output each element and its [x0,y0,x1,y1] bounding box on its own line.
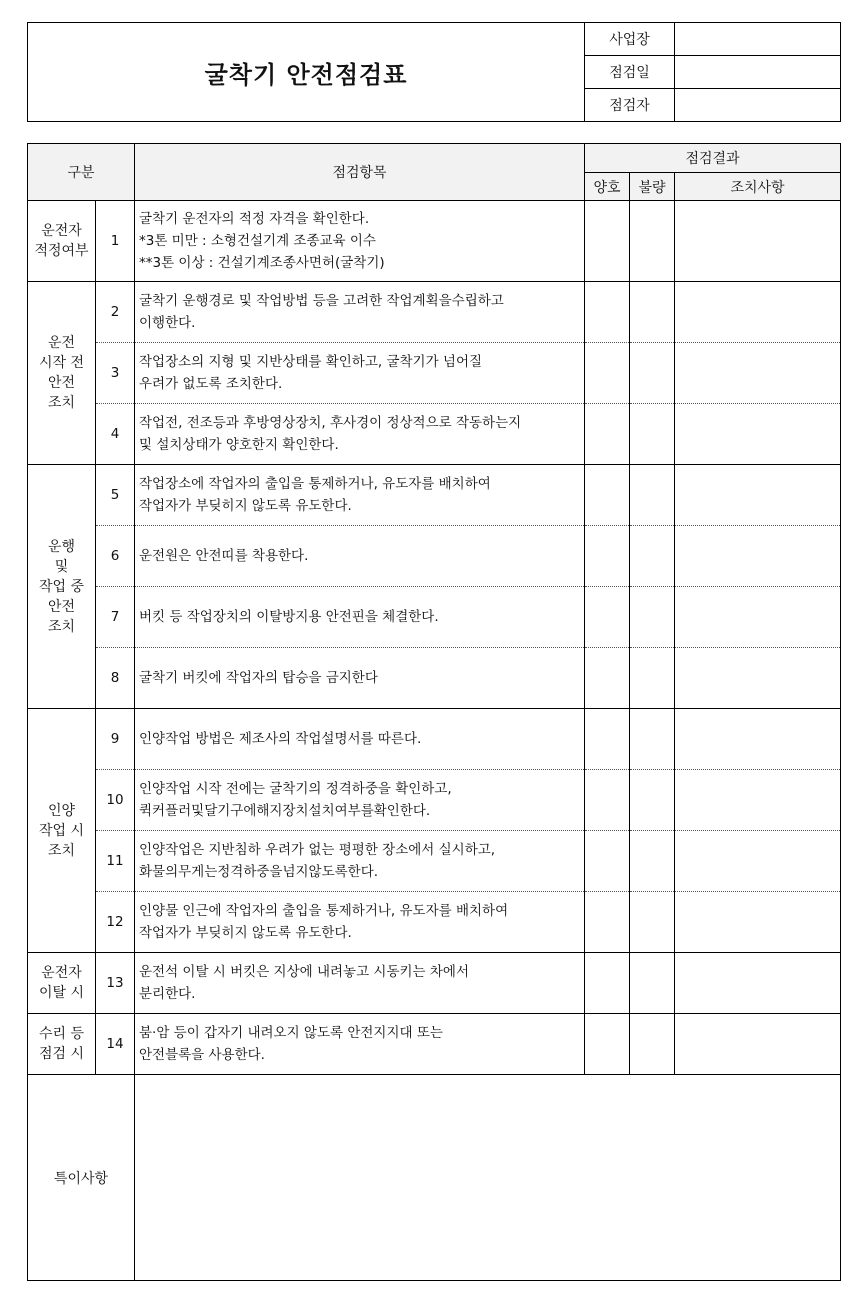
item-number: 14 [96,1014,135,1075]
bad-check-cell[interactable] [630,648,675,709]
inspector-field[interactable] [675,89,841,122]
bad-check-cell[interactable] [630,465,675,526]
category-cell: 운행 및 작업 중 안전 조치 [28,465,96,709]
table-row [28,282,841,343]
good-check-cell[interactable] [585,953,630,1014]
result-header: 점검결과 [585,144,841,173]
good-check-cell[interactable] [585,343,630,404]
table-row [28,953,841,1014]
inspector-label: 점검자 [585,89,675,122]
inspection-date-label: 점검일 [585,56,675,89]
action-cell[interactable] [675,587,841,648]
remarks-field[interactable] [135,1075,841,1281]
remarks-label: 특이사항 [28,1075,135,1281]
bad-check-cell[interactable] [630,831,675,892]
item-text: 운전원은 안전띠를 착용한다. [135,526,585,587]
bad-check-cell[interactable] [630,892,675,953]
item-number: 11 [96,831,135,892]
good-check-cell[interactable] [585,892,630,953]
table-row [28,770,841,831]
item-number: 1 [96,201,135,282]
item-text: 인양작업은 지반침하 우려가 없는 평평한 장소에서 실시하고, 화물의무게는정격하중을넘지않도록한다. [135,831,585,892]
action-cell[interactable] [675,648,841,709]
table-row [28,404,841,465]
action-cell[interactable] [675,709,841,770]
table-row [28,1014,841,1075]
good-check-cell[interactable] [585,1014,630,1075]
good-check-cell[interactable] [585,282,630,343]
category-header: 구분 [28,144,135,201]
action-cell[interactable] [675,1014,841,1075]
bad-header: 불량 [630,173,675,201]
bad-check-cell[interactable] [630,201,675,282]
good-check-cell[interactable] [585,465,630,526]
items-header: 점검항목 [135,144,585,201]
action-cell[interactable] [675,770,841,831]
action-cell[interactable] [675,831,841,892]
category-cell: 운전 시작 전 안전 조치 [28,282,96,465]
action-cell[interactable] [675,404,841,465]
item-text: 작업장소의 지형 및 지반상태를 확인하고, 굴착기가 넘어질 우려가 없도록 조치한다. [135,343,585,404]
item-number: 7 [96,587,135,648]
item-text: 작업전, 전조등과 후방영상장치, 후사경이 정상적으로 작동하는지 및 설치상태가 양호한지 확인한다. [135,404,585,465]
item-number: 4 [96,404,135,465]
item-text: 인양작업 방법은 제조사의 작업설명서를 따른다. [135,709,585,770]
bad-check-cell[interactable] [630,953,675,1014]
table-row [28,465,841,526]
table-row [28,831,841,892]
good-check-cell[interactable] [585,648,630,709]
item-number: 6 [96,526,135,587]
action-cell[interactable] [675,526,841,587]
category-cell: 운전자 적정여부 [28,201,96,282]
bad-check-cell[interactable] [630,770,675,831]
action-header: 조치사항 [675,173,841,201]
bad-check-cell[interactable] [630,282,675,343]
action-cell[interactable] [675,343,841,404]
table-row [28,343,841,404]
bad-check-cell[interactable] [630,587,675,648]
bad-check-cell[interactable] [630,404,675,465]
good-check-cell[interactable] [585,770,630,831]
table-row [28,201,841,282]
item-number: 13 [96,953,135,1014]
table-row [28,892,841,953]
item-number: 2 [96,282,135,343]
good-check-cell[interactable] [585,201,630,282]
table-row [28,709,841,770]
category-cell: 운전자 이탈 시 [28,953,96,1014]
workplace-label: 사업장 [585,23,675,56]
item-number: 9 [96,709,135,770]
item-number: 5 [96,465,135,526]
table-row [28,648,841,709]
category-cell: 수리 등 점검 시 [28,1014,96,1075]
page-title: 굴착기 안전점검표 [28,23,585,122]
workplace-field[interactable] [675,23,841,56]
bad-check-cell[interactable] [630,1014,675,1075]
bad-check-cell[interactable] [630,526,675,587]
item-number: 3 [96,343,135,404]
action-cell[interactable] [675,953,841,1014]
item-number: 12 [96,892,135,953]
good-check-cell[interactable] [585,587,630,648]
action-cell[interactable] [675,282,841,343]
good-check-cell[interactable] [585,831,630,892]
good-check-cell[interactable] [585,404,630,465]
item-text: 굴착기 운전자의 적정 자격을 확인한다. *3톤 미만 : 소형건설기계 조종교육 이수 **3톤 이상 : 건설기계조종사면허(굴착기) [135,201,585,282]
good-header: 양호 [585,173,630,201]
table-row [28,526,841,587]
bad-check-cell[interactable] [630,709,675,770]
item-text: 인양물 인근에 작업자의 출입을 통제하거나, 유도자를 배치하여 작업자가 부딪히지 않도록 유도한다. [135,892,585,953]
item-text: 운전석 이탈 시 버킷은 지상에 내려놓고 시동키는 차에서 분리한다. [135,953,585,1014]
remarks-row [28,1075,841,1281]
item-text: 인양작업 시작 전에는 굴착기의 정격하중을 확인하고, 퀵커플러및달기구에해지장치설치여부를확인한다. [135,770,585,831]
category-cell: 인양 작업 시 조치 [28,709,96,953]
item-text: 굴착기 운행경로 및 작업방법 등을 고려한 작업계획을수립하고 이행한다. [135,282,585,343]
item-text: 버킷 등 작업장치의 이탈방지용 안전핀을 체결한다. [135,587,585,648]
good-check-cell[interactable] [585,709,630,770]
action-cell[interactable] [675,201,841,282]
item-number: 8 [96,648,135,709]
inspection-date-field[interactable] [675,56,841,89]
checklist-table [27,143,841,1281]
action-cell[interactable] [675,465,841,526]
item-text: 붐·암 등이 갑자기 내려오지 않도록 안전지지대 또는 안전블록을 사용한다. [135,1014,585,1075]
item-text: 굴착기 버킷에 작업자의 탑승을 금지한다 [135,648,585,709]
bad-check-cell[interactable] [630,343,675,404]
item-text: 작업장소에 작업자의 출입을 통제하거나, 유도자를 배치하여 작업자가 부딪히지 않도록 유도한다. [135,465,585,526]
table-row [28,587,841,648]
action-cell[interactable] [675,892,841,953]
title-block [27,22,841,122]
item-number: 10 [96,770,135,831]
good-check-cell[interactable] [585,526,630,587]
